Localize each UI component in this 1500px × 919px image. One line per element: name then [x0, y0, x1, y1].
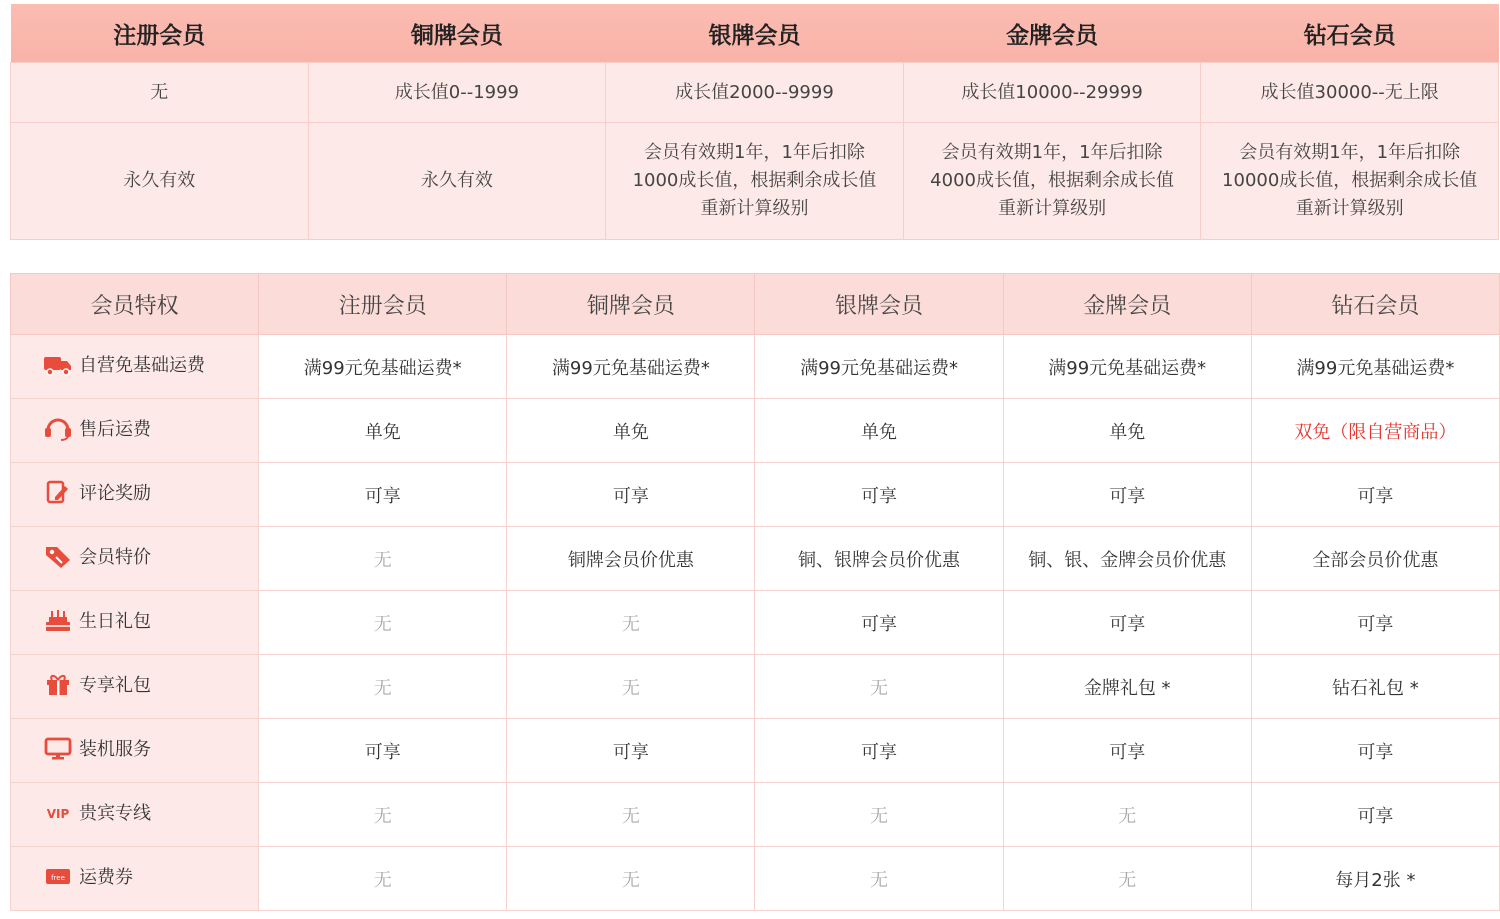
privilege-level-header: 金牌会员 — [1003, 274, 1251, 335]
privilege-value-cell: 满99元免基础运费* — [507, 335, 755, 399]
validity-line: 重新计算级别 — [700, 198, 809, 219]
privilege-value-cell: 可享 — [755, 463, 1003, 527]
level-header: 注册会员 — [11, 4, 309, 63]
privilege-value-cell: 无 — [507, 847, 755, 911]
growth-cell: 成长值0--1999 — [308, 63, 606, 123]
privilege-row — [11, 591, 1500, 655]
privilege-feature-label: 会员特价 — [79, 546, 151, 568]
growth-cell: 成长值10000--29999 — [903, 63, 1201, 123]
privilege-value-cell: 铜、银、金牌会员价优惠 — [1003, 527, 1251, 591]
privilege-value-cell: 可享 — [1003, 463, 1251, 527]
privilege-value-cell: 无 — [259, 591, 507, 655]
privilege-feature-label: 评论奖励 — [79, 482, 151, 504]
level-table — [10, 4, 1499, 240]
validity-cell — [903, 123, 1201, 240]
validity-cell — [606, 123, 904, 240]
validity-line: 10000成长值，根据剩余成长值 — [1222, 170, 1478, 191]
validity-line: 重新计算级别 — [998, 198, 1107, 219]
privilege-feature-cell — [11, 783, 259, 847]
monitor-icon — [43, 735, 73, 761]
privilege-value-cell: 单免 — [259, 399, 507, 463]
privilege-value-cell: 单免 — [1003, 399, 1251, 463]
privilege-value-cell: 无 — [259, 655, 507, 719]
privilege-value-cell: 无 — [1003, 847, 1251, 911]
growth-cell: 无 — [11, 63, 309, 123]
validity-line: 会员有效期1年，1年后扣除 — [644, 142, 865, 163]
svg-text:VIP: VIP — [46, 806, 70, 821]
privilege-feature-label: 自营免基础运费 — [79, 354, 205, 376]
privilege-value-cell: 无 — [755, 847, 1003, 911]
level-header-row — [11, 4, 1499, 63]
privilege-feature-cell — [11, 463, 259, 527]
coupon-icon — [43, 863, 73, 889]
privilege-level-header: 银牌会员 — [755, 274, 1003, 335]
privilege-value-cell: 可享 — [259, 719, 507, 783]
privilege-row — [11, 335, 1500, 399]
privilege-value-cell: 铜牌会员价优惠 — [507, 527, 755, 591]
privilege-feature-label: 运费券 — [79, 866, 133, 888]
headset-icon — [43, 415, 73, 441]
privilege-value-cell: 满99元免基础运费* — [259, 335, 507, 399]
privilege-value-cell: 铜、银牌会员价优惠 — [755, 527, 1003, 591]
cake-icon — [43, 607, 73, 633]
privilege-level-header: 钻石会员 — [1251, 274, 1499, 335]
privilege-feature-label: 贵宾专线 — [79, 802, 151, 824]
privilege-row — [11, 719, 1500, 783]
privilege-row — [11, 655, 1500, 719]
privilege-value-cell: 每月2张 * — [1251, 847, 1499, 911]
privilege-value-cell: 无 — [1003, 783, 1251, 847]
privilege-value-cell: 无 — [755, 783, 1003, 847]
privilege-feature-header: 会员特权 — [11, 274, 259, 335]
privilege-header-row — [11, 274, 1500, 335]
privilege-value-cell: 全部会员价优惠 — [1251, 527, 1499, 591]
validity-cell — [308, 123, 606, 240]
privilege-value-cell: 可享 — [755, 719, 1003, 783]
privilege-row — [11, 847, 1500, 911]
level-header: 金牌会员 — [903, 4, 1201, 63]
privilege-row — [11, 463, 1500, 527]
validity-line: 会员有效期1年，1年后扣除 — [941, 142, 1163, 163]
privilege-value-cell: 无 — [259, 783, 507, 847]
vip-icon — [43, 799, 73, 825]
privilege-feature-cell — [11, 847, 259, 911]
level-header: 银牌会员 — [606, 4, 904, 63]
svg-text:free: free — [51, 873, 65, 882]
privilege-value-cell: 金牌礼包 * — [1003, 655, 1251, 719]
privilege-feature-label: 售后运费 — [79, 418, 151, 440]
privilege-value-cell: 无 — [507, 783, 755, 847]
privilege-value-cell: 双免（限自营商品） — [1251, 399, 1499, 463]
privilege-feature-cell — [11, 399, 259, 463]
privilege-value-cell: 无 — [755, 655, 1003, 719]
privilege-value-cell: 满99元免基础运费* — [755, 335, 1003, 399]
privilege-value-cell: 钻石礼包 * — [1251, 655, 1499, 719]
edit-icon — [43, 479, 73, 505]
level-header: 铜牌会员 — [308, 4, 606, 63]
privilege-row — [11, 527, 1500, 591]
privilege-value-cell: 无 — [507, 655, 755, 719]
privilege-feature-cell — [11, 527, 259, 591]
validity-line: 重新计算级别 — [1295, 198, 1404, 219]
privilege-feature-cell — [11, 335, 259, 399]
validity-line: 永久有效 — [123, 170, 196, 191]
privilege-row — [11, 783, 1500, 847]
privilege-value-cell: 单免 — [755, 399, 1003, 463]
privilege-value-cell: 可享 — [1003, 591, 1251, 655]
privilege-feature-cell — [11, 591, 259, 655]
privilege-value-cell: 可享 — [1003, 719, 1251, 783]
privilege-value-cell: 可享 — [1251, 463, 1499, 527]
price-tag-icon — [43, 543, 73, 569]
gift-icon — [43, 671, 73, 697]
privilege-value-cell: 无 — [259, 847, 507, 911]
privilege-value-cell: 无 — [507, 591, 755, 655]
privilege-value-cell: 可享 — [507, 463, 755, 527]
validity-cell — [11, 123, 309, 240]
privilege-feature-cell — [11, 719, 259, 783]
privilege-level-header: 注册会员 — [259, 274, 507, 335]
privilege-value-cell: 可享 — [1251, 591, 1499, 655]
growth-cell: 成长值30000--无上限 — [1201, 63, 1499, 123]
growth-row — [11, 63, 1499, 123]
privilege-table — [10, 273, 1500, 911]
privilege-feature-cell — [11, 655, 259, 719]
privilege-value-cell: 可享 — [259, 463, 507, 527]
validity-cell — [1201, 123, 1499, 240]
level-header: 钻石会员 — [1201, 4, 1499, 63]
privilege-level-header: 铜牌会员 — [507, 274, 755, 335]
validity-line: 1000成长值，根据剩余成长值 — [632, 170, 877, 191]
privilege-value-cell: 可享 — [755, 591, 1003, 655]
validity-line: 4000成长值，根据剩余成长值 — [930, 170, 1174, 191]
privilege-feature-label: 专享礼包 — [79, 674, 151, 696]
privilege-value-cell: 满99元免基础运费* — [1251, 335, 1499, 399]
validity-row — [11, 123, 1499, 240]
privilege-value-cell: 可享 — [1251, 719, 1499, 783]
validity-line: 会员有效期1年，1年后扣除 — [1239, 142, 1461, 163]
privilege-value-cell: 单免 — [507, 399, 755, 463]
privilege-feature-label: 装机服务 — [79, 738, 151, 760]
privilege-feature-label: 生日礼包 — [79, 610, 151, 632]
privilege-value-cell: 可享 — [1251, 783, 1499, 847]
validity-line: 永久有效 — [420, 170, 493, 191]
privilege-row — [11, 399, 1500, 463]
truck-icon — [43, 351, 73, 377]
privilege-value-cell: 可享 — [507, 719, 755, 783]
growth-cell: 成长值2000--9999 — [606, 63, 904, 123]
privilege-value-cell: 无 — [259, 527, 507, 591]
privilege-value-cell: 满99元免基础运费* — [1003, 335, 1251, 399]
